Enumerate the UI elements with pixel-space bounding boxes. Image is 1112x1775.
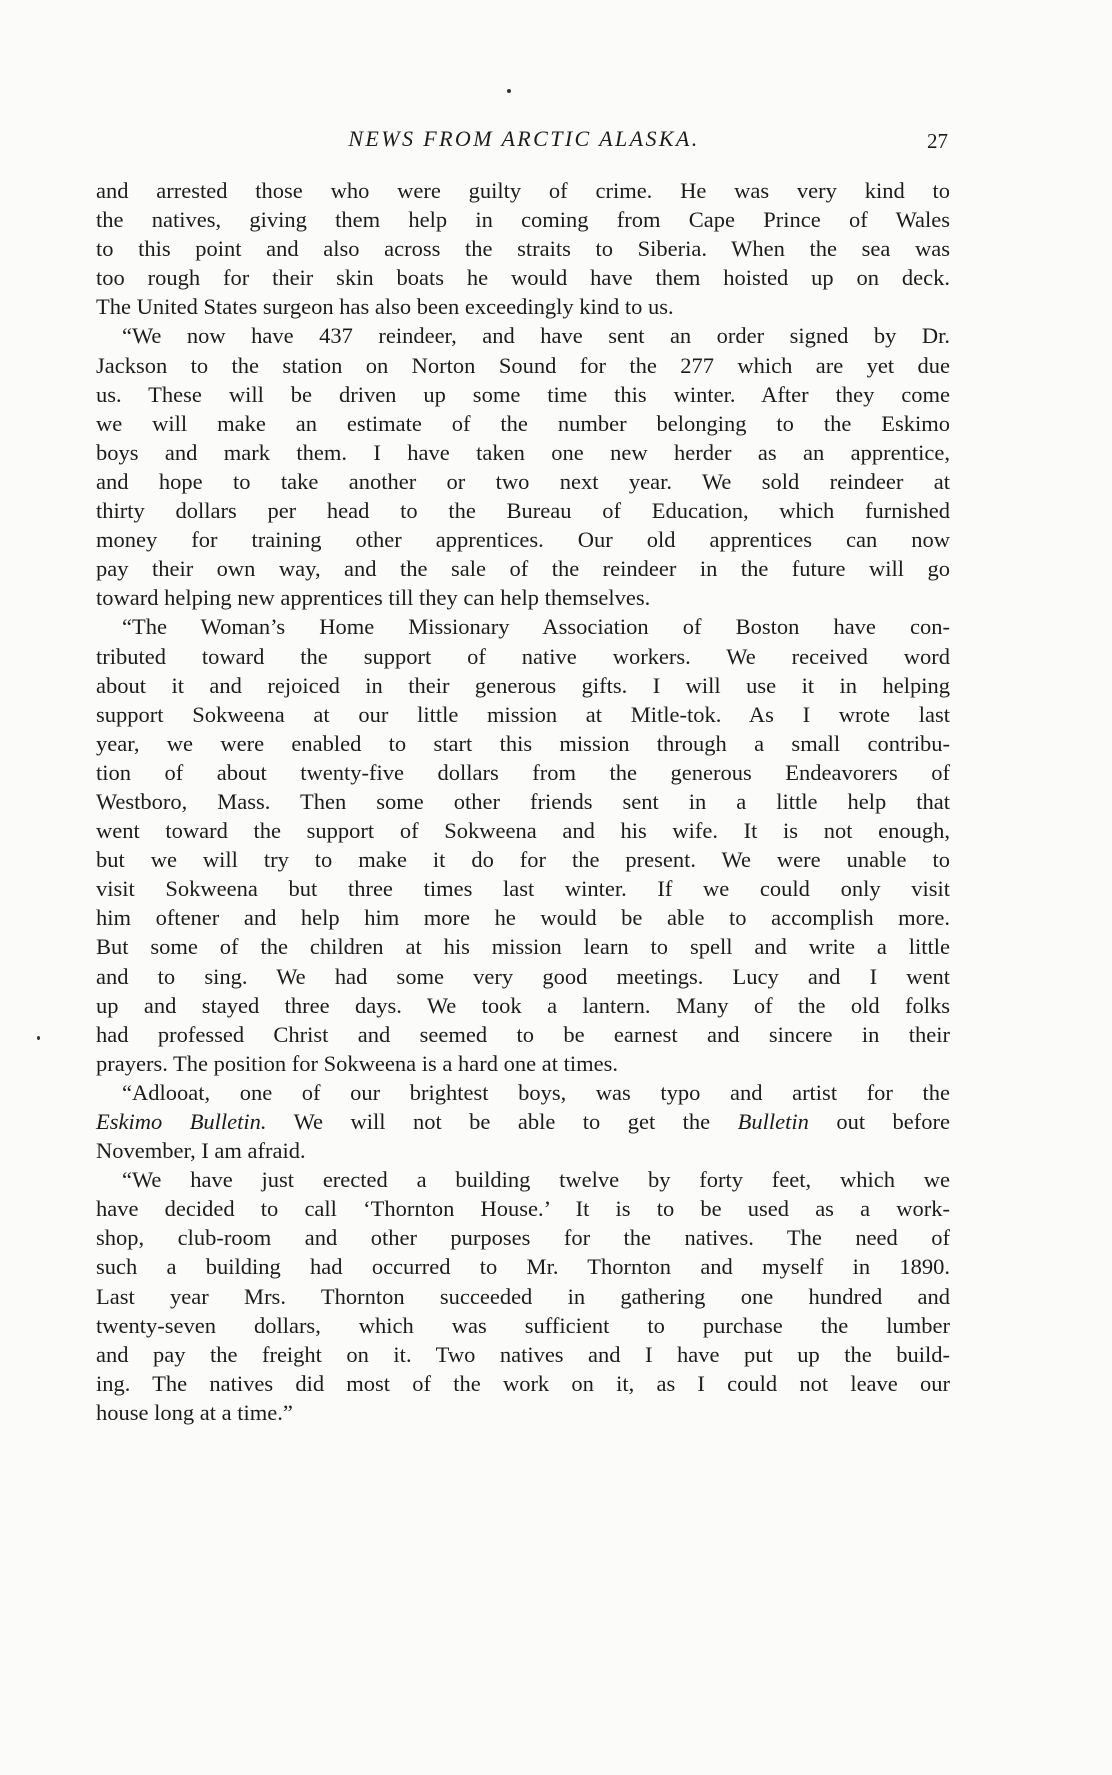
text-line: and to sing. We had some very good meetings. Lucy and I went bbox=[96, 963, 950, 989]
text-line: visit Sokweena but three times last winter. If we could only visit bbox=[96, 876, 950, 902]
text-line: toward helping new apprentices till they can help themselves. bbox=[96, 585, 651, 611]
text-line: up and stayed three days. We took a lantern. Many of the old folks bbox=[96, 992, 950, 1018]
text-line: and pay the freight on it. Two natives and I have put up the build- bbox=[96, 1341, 950, 1367]
running-head-title: NEWS FROM ARCTIC ALASKA. bbox=[348, 126, 700, 151]
text-line: November, I am afraid. bbox=[96, 1138, 306, 1164]
text-line: But some of the children at his mission learn to spell and write a little bbox=[96, 934, 950, 960]
ink-speck bbox=[37, 1036, 40, 1040]
text-line: The United States surgeon has also been exceedingly kind to us. bbox=[96, 294, 674, 320]
text-line: thirty dollars per head to the Bureau of Education, which furnished bbox=[96, 498, 950, 524]
paragraph-first-line: “Adlooat, one of our brightest boys, was typo and artist for the bbox=[122, 1079, 950, 1105]
body-text bbox=[96, 176, 950, 1427]
text-line: and hope to take another or two next year. We sold reindeer at bbox=[96, 468, 950, 494]
line-segment: We will not be able to get the bbox=[266, 1109, 738, 1134]
text-line: shop, club-room and other purposes for the natives. The need of bbox=[96, 1225, 950, 1251]
running-head bbox=[88, 122, 960, 156]
text-line: too rough for their skin boats he would have them hoisted up on deck. bbox=[96, 265, 950, 291]
text-line: and arrested those who were guilty of crime. He was very kind to bbox=[96, 178, 950, 203]
text-line: the natives, giving them help in coming from Cape Prince of Wales bbox=[96, 207, 950, 233]
text-line: had professed Christ and seemed to be earnest and sincere in their bbox=[96, 1021, 950, 1047]
publication-title: Eskimo Bulletin. bbox=[96, 1109, 267, 1134]
text-line: such a building had occurred to Mr. Thornton and myself in 1890. bbox=[96, 1254, 950, 1280]
paragraph-first-line: “We have just erected a building twelve by forty feet, which we bbox=[122, 1167, 950, 1193]
text-line: him oftener and help him more he would be able to accomplish more. bbox=[96, 905, 950, 931]
text-line: to this point and also across the straits to Siberia. When the sea was bbox=[96, 236, 950, 262]
text-line: went toward the support of Sokweena and his wife. It is not enough, bbox=[96, 818, 950, 844]
text-line: pay their own way, and the sale of the reindeer in the future will go bbox=[96, 556, 950, 582]
text-line: tributed toward the support of native workers. We received word bbox=[96, 643, 950, 669]
text-line: boys and mark them. I have taken one new herder as an apprentice, bbox=[96, 439, 950, 465]
paragraph-first-line: “The Woman’s Home Missionary Association of Boston have con- bbox=[122, 614, 950, 640]
ink-speck bbox=[507, 89, 511, 93]
text-line: twenty-seven dollars, which was sufficient to purchase the lumber bbox=[96, 1312, 950, 1338]
text-line-mixed bbox=[96, 1107, 950, 1136]
text-line: house long at a time.” bbox=[96, 1399, 293, 1425]
text-line: but we will try to make it do for the present. We were unable to bbox=[96, 847, 950, 873]
line-segment: out before bbox=[808, 1109, 950, 1134]
text-line: Last year Mrs. Thornton succeeded in gathering one hundred and bbox=[96, 1283, 950, 1309]
page-number: 27 bbox=[927, 129, 948, 153]
text-line: prayers. The position for Sokweena is a hard one at times. bbox=[96, 1050, 618, 1076]
publication-title: Bulletin bbox=[737, 1109, 809, 1134]
text-line: ing. The natives did most of the work on it, as I could not leave our bbox=[96, 1370, 950, 1396]
text-line: support Sokweena at our little mission at Mitle-tok. As I wrote last bbox=[96, 701, 950, 727]
text-line: tion of about twenty-five dollars from the generous Endeavorers of bbox=[96, 759, 950, 785]
text-line: year, we were enabled to start this mission through a small contribu- bbox=[96, 730, 950, 756]
text-line: about it and rejoiced in their generous gifts. I will use it in helping bbox=[96, 672, 950, 698]
text-line: we will make an estimate of the number belonging to the Eskimo bbox=[96, 410, 950, 436]
text-line: us. These will be driven up some time this winter. After they come bbox=[96, 381, 950, 407]
text-line: money for training other apprentices. Our old apprentices can now bbox=[96, 527, 950, 553]
text-line: have decided to call ‘Thornton House.’ It is to be used as a work- bbox=[96, 1196, 950, 1222]
paragraph-first-line: “We now have 437 reindeer, and have sent an order signed by Dr. bbox=[122, 323, 950, 349]
text-line: Jackson to the station on Norton Sound for the 277 which are yet due bbox=[96, 352, 950, 378]
text-line: Westboro, Mass. Then some other friends sent in a little help that bbox=[96, 788, 950, 814]
